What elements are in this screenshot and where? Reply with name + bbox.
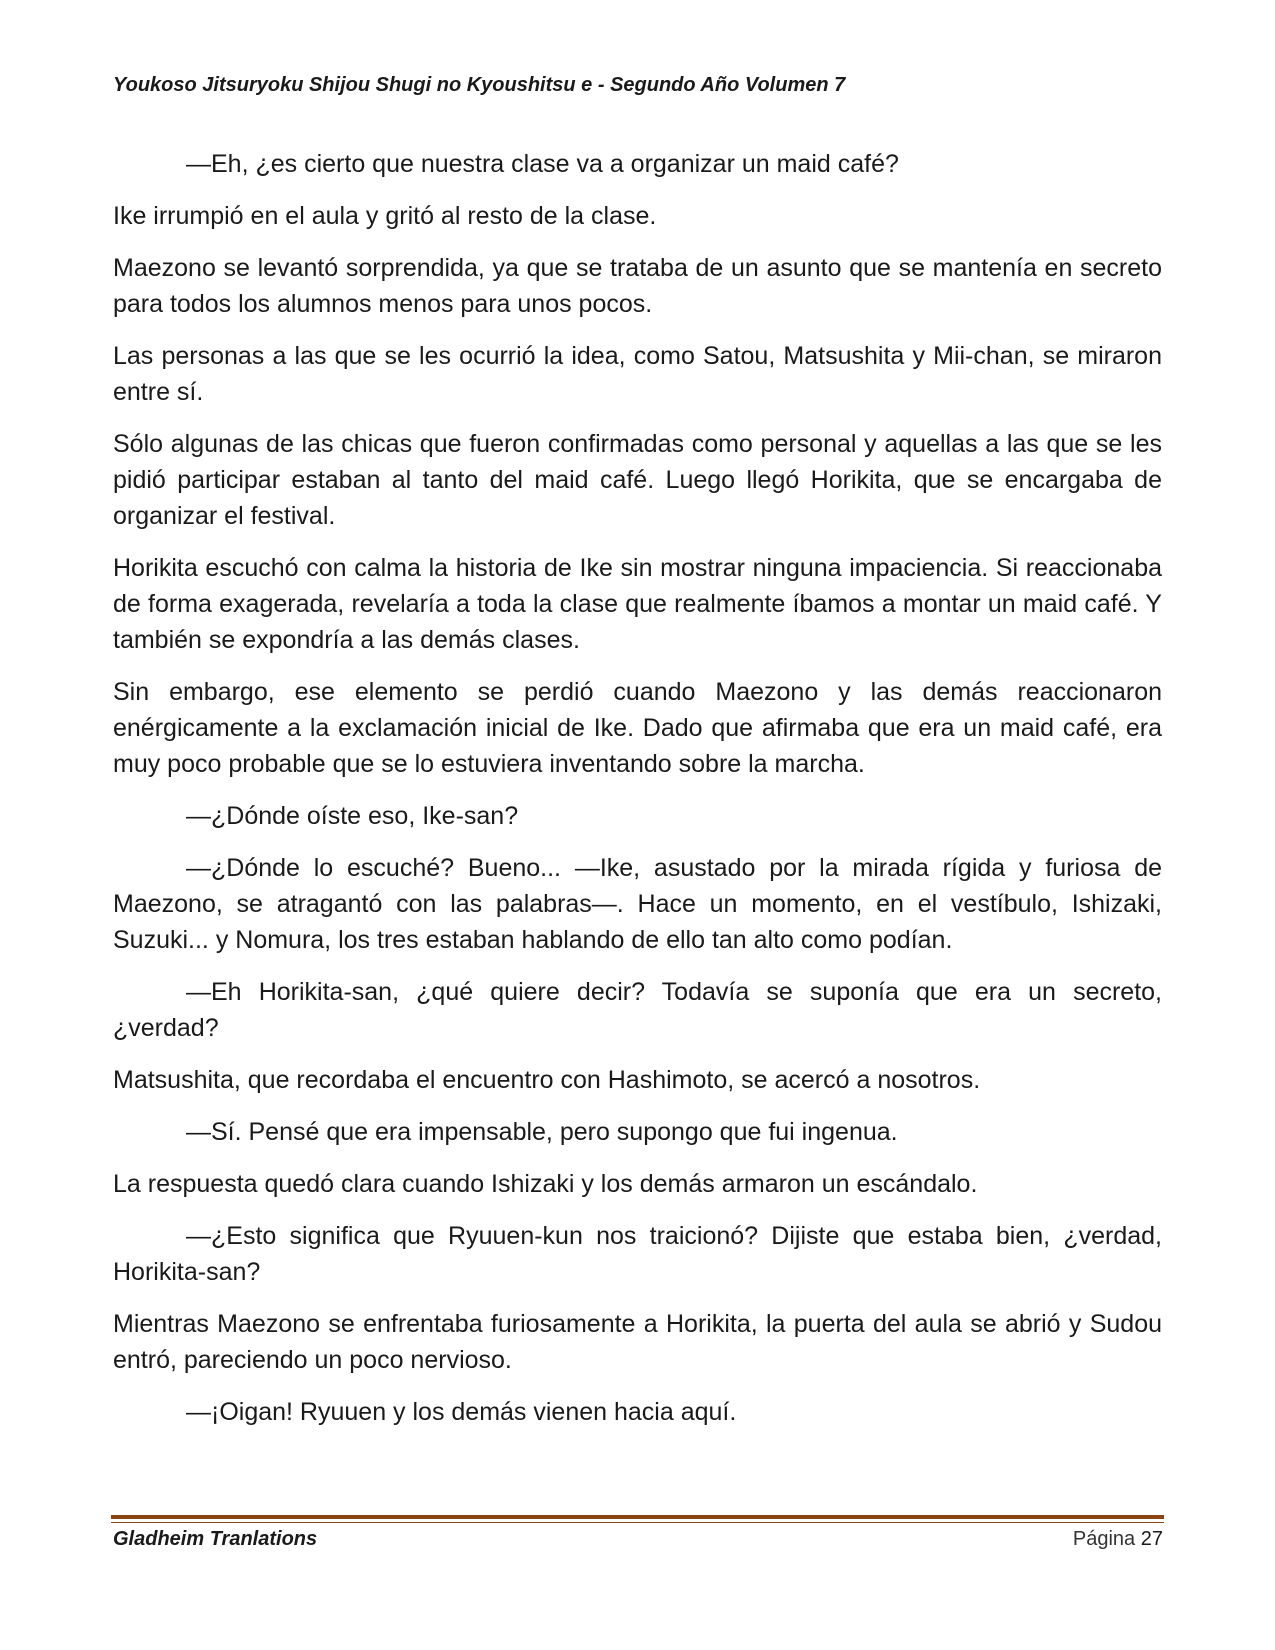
paragraph-1: —Eh, ¿es cierto que nuestra clase va a organizar un maid café?: [186, 150, 899, 178]
paragraph-12: —Sí. Pensé que era impensable, pero supongo que fui ingenua.: [186, 1118, 898, 1146]
paragraph-11: Matsushita, que recordaba el encuentro con Hashimoto, se acercó a nosotros.: [113, 1066, 981, 1094]
document-body: [113, 146, 1162, 1446]
paragraph-15: Mientras Maezono se enfrentaba furiosamente a Horikita, la puerta del aula se abrió y Sudou entró, pareciendo un poco nervioso.: [113, 1310, 1162, 1374]
paragraph-9: —¿Dónde lo escuché? Bueno... —Ike, asustado por la mirada rígida y furiosa de Maezono, se atragantó con las palabras—. Hace un momento, en el vestíbulo, Ishizaki, Suzuki... y Nomura, los tres estaban hablando de ello tan alto como podían.: [113, 854, 1162, 954]
page-label: Página: [1072, 1528, 1136, 1550]
paragraph-7: Sin embargo, ese elemento se perdió cuando Maezono y las demás reaccionaron enérgicamente a la exclamación inicial de Ike. Dado que afirmaba que era un maid café, era muy poco probable que se lo estuviera inventando sobre la marcha.: [113, 678, 1162, 778]
paragraph-10: —Eh Horikita-san, ¿qué quiere decir? Todavía se suponía que era un secreto, ¿verdad?: [113, 978, 1162, 1042]
paragraph-16: —¡Oigan! Ryuuen y los demás vienen hacia aquí.: [186, 1398, 737, 1426]
paragraph-8: —¿Dónde oíste eso, Ike-san?: [186, 802, 519, 830]
paragraph-14: —¿Esto significa que Ryuuen-kun nos traicionó? Dijiste que estaba bien, ¿verdad, Horikita-san?: [113, 1222, 1162, 1286]
page-number: 27: [1140, 1528, 1163, 1550]
footer-publisher: Gladheim Tranlations: [113, 1528, 318, 1550]
paragraph-13: La respuesta quedó clara cuando Ishizaki y los demás armaron un escándalo.: [113, 1170, 978, 1198]
paragraph-6: Horikita escuchó con calma la historia de Ike sin mostrar ninguna impaciencia. Si reaccionaba de forma exagerada, revelaría a toda la clase que realmente íbamos a montar un maid café. Y también se expondría a las demás clases.: [113, 554, 1162, 654]
page-header-title: Youkoso Jitsuryoku Shijou Shugi no Kyoushitsu e - Segundo Año Volumen 7: [113, 74, 846, 96]
paragraph-3: Maezono se levantó sorprendida, ya que se trataba de un asunto que se mantenía en secreto para todos los alumnos menos para unos pocos.: [113, 254, 1162, 318]
footer-divider: [111, 1515, 1164, 1523]
page-number-label: [1073, 1528, 1163, 1551]
paragraph-4: Las personas a las que se les ocurrió la idea, como Satou, Matsushita y Mii-chan, se miraron entre sí.: [113, 342, 1162, 406]
paragraph-2: Ike irrumpió en el aula y gritó al resto de la clase.: [113, 202, 657, 230]
paragraph-5: Sólo algunas de las chicas que fueron confirmadas como personal y aquellas a las que se les pidió participar estaban al tanto del maid café. Luego llegó Horikita, que se encargaba de organizar el festival.: [113, 430, 1162, 530]
